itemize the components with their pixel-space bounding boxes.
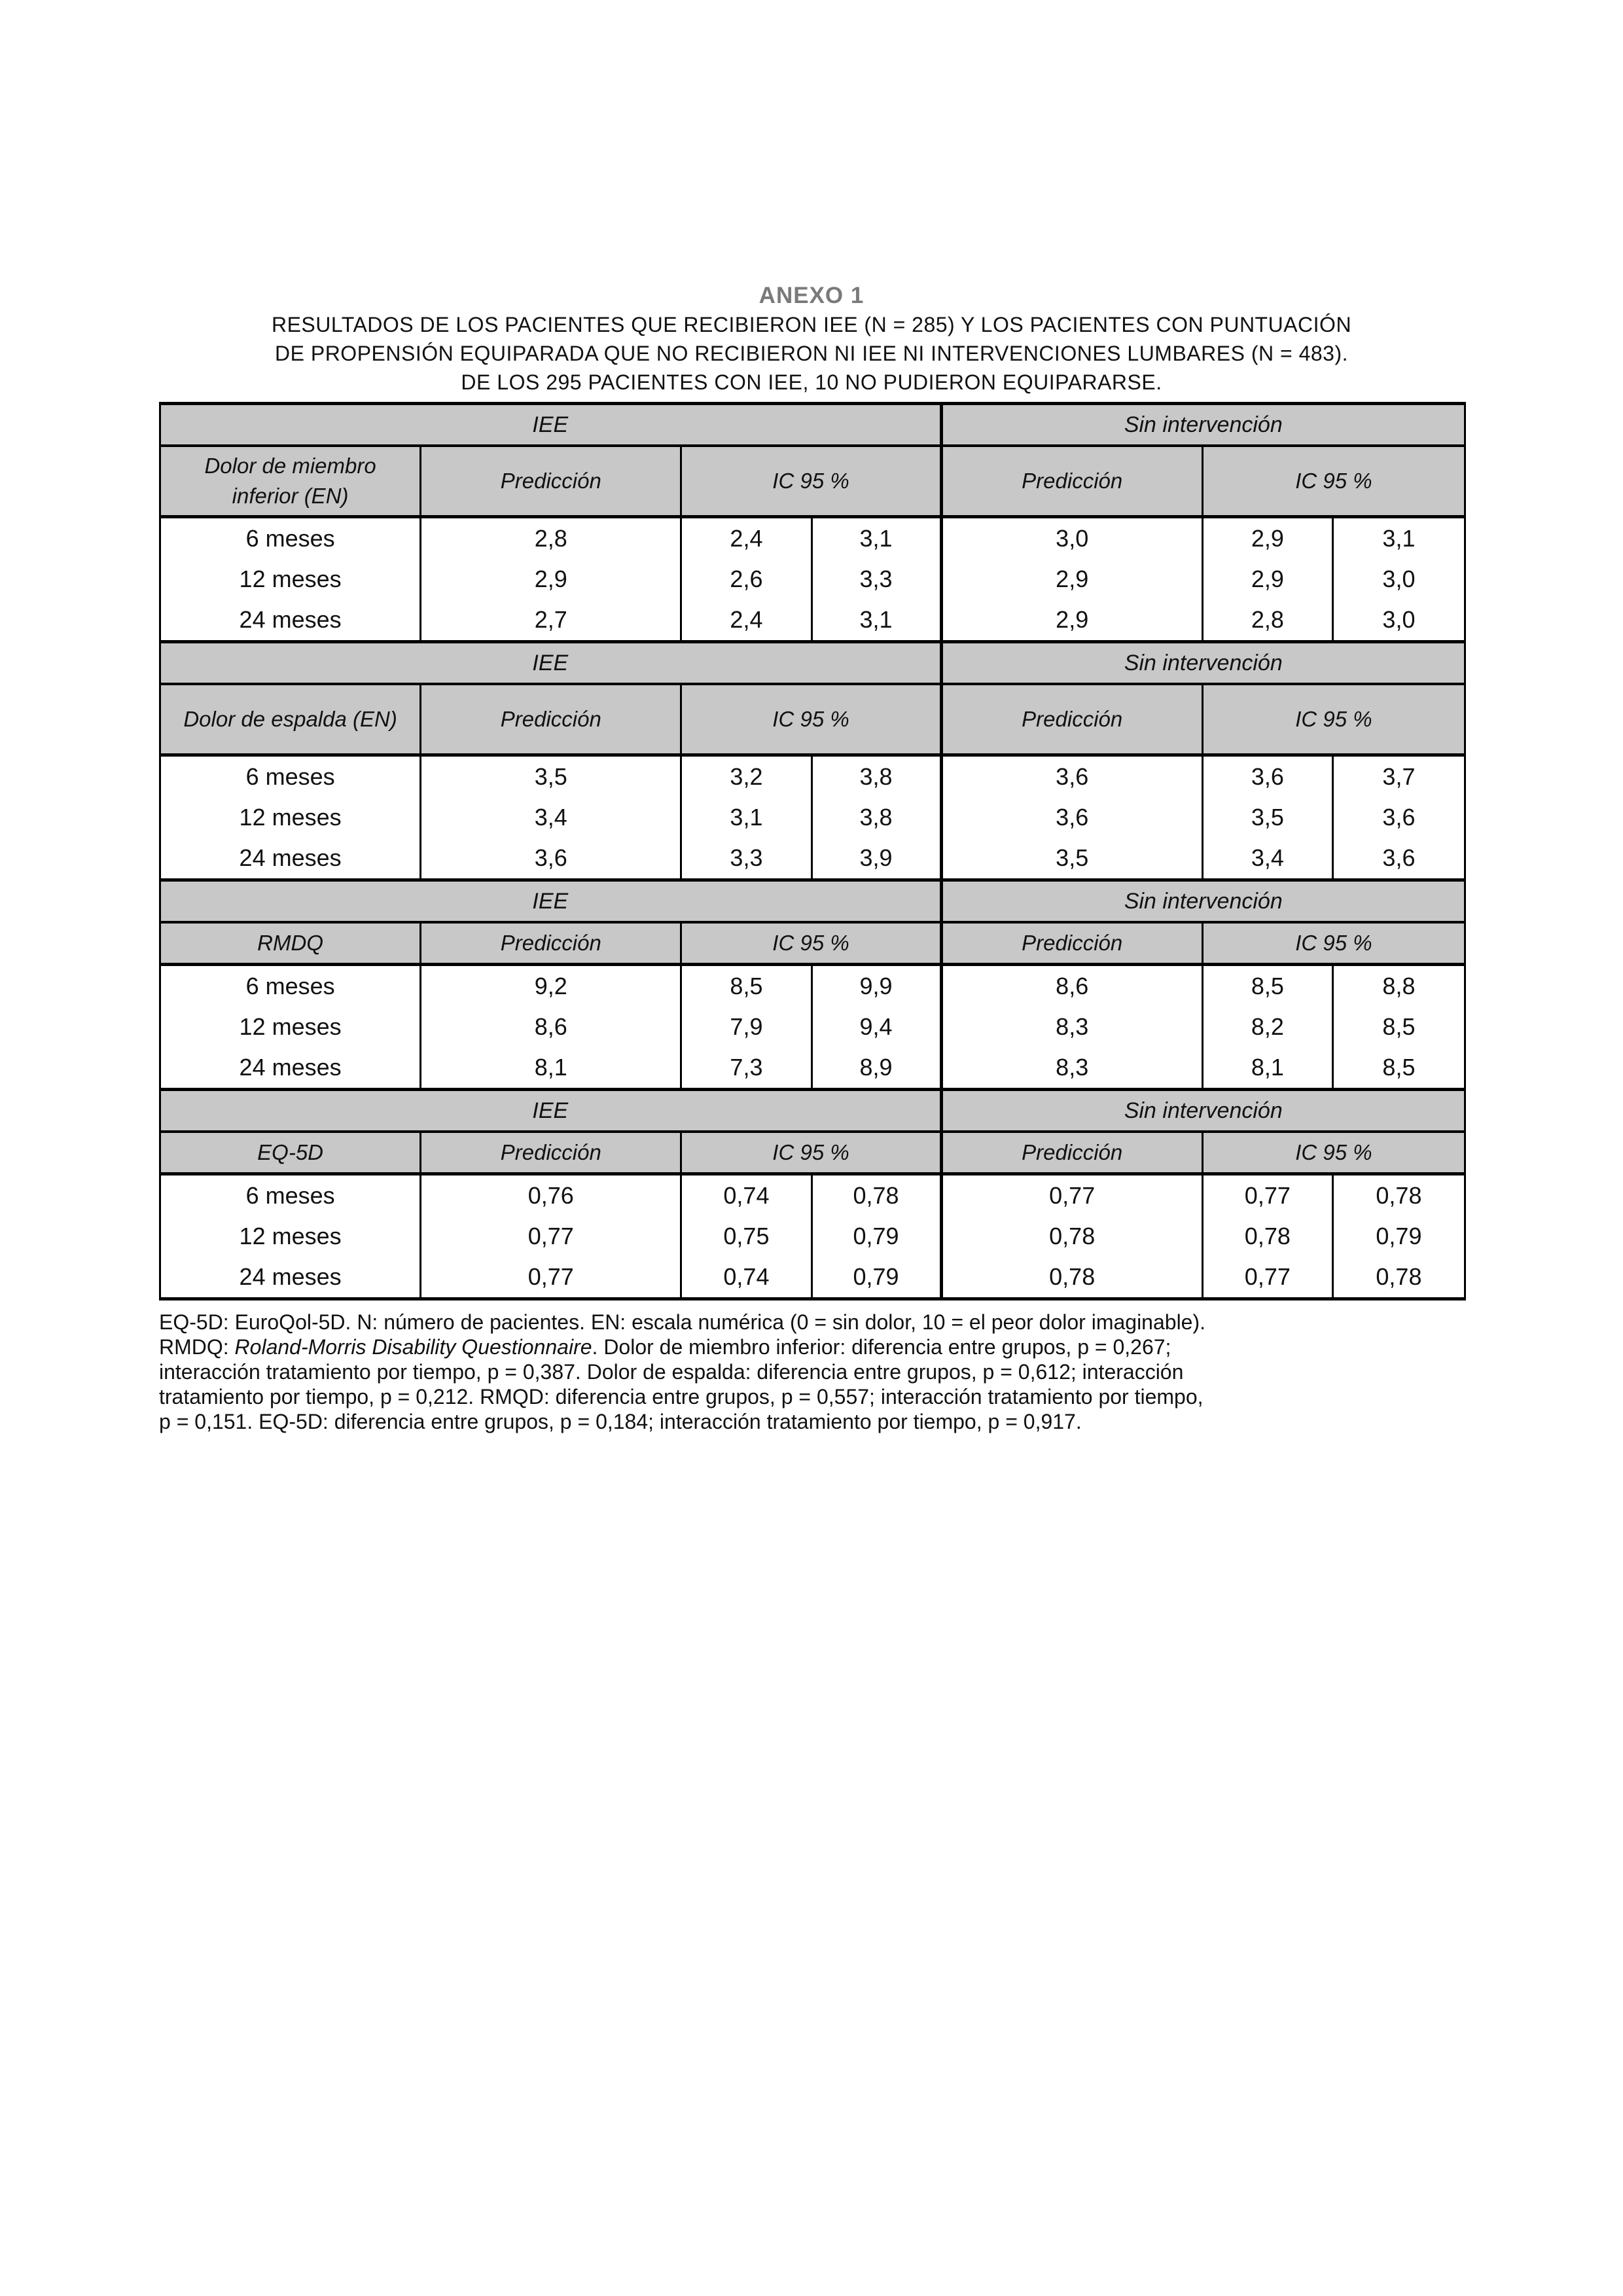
data-cell-iee-prediction: 3,6 — [421, 838, 682, 878]
data-cell-iee-ci-high: 3,3 — [813, 559, 943, 600]
data-cell-sin-ci-low: 3,4 — [1204, 838, 1334, 878]
data-cell-sin-prediction: 2,9 — [943, 559, 1204, 600]
data-cell-sin-ci-low: 0,78 — [1204, 1216, 1334, 1257]
data-cell-sin-ci-low: 2,8 — [1204, 600, 1334, 640]
data-cell-iee-ci-low: 3,1 — [682, 797, 812, 838]
row-label: 6 meses — [161, 1175, 421, 1216]
data-cell-iee-prediction: 0,77 — [421, 1216, 682, 1257]
data-cell-iee-prediction: 3,5 — [421, 757, 682, 797]
row-label: 24 meses — [161, 600, 421, 640]
table-row — [161, 1047, 1464, 1088]
data-cell-iee-ci-high: 0,78 — [813, 1175, 943, 1216]
data-cell-sin-prediction: 8,3 — [943, 1047, 1204, 1088]
footnote-line: p = 0,151. EQ-5D: diferencia entre grupos, p = 0,184; interacción tratamiento por tiempo, p = 0,917. — [159, 1410, 1082, 1433]
column-header-ic95-sin: IC 95 % — [1295, 931, 1372, 955]
column-header-ic95-iee: IC 95 % — [682, 447, 942, 515]
data-cell-iee-ci-low: 2,6 — [682, 559, 812, 600]
data-cell-iee-ci-low: 8,5 — [682, 966, 812, 1007]
row-label: 6 meses — [161, 518, 421, 559]
data-cell-iee-ci-high: 3,8 — [813, 797, 943, 838]
column-header-ic95-sin: IC 95 % — [1295, 469, 1372, 493]
group-header-sin-intervencion: Sin intervención — [1124, 412, 1283, 437]
row-label: 12 meses — [161, 797, 421, 838]
group-header-sin-intervencion: Sin intervención — [1124, 650, 1283, 675]
table-row — [161, 966, 1464, 1007]
title-line-1: RESULTADOS DE LOS PACIENTES QUE RECIBIERON IEE (N = 285) Y LOS PACIENTES CON PUNTUACIÓN — [271, 313, 1352, 336]
column-header-ic95-sin: IC 95 % — [1295, 707, 1372, 731]
data-cell-sin-ci-high: 0,79 — [1376, 1223, 1422, 1249]
column-header-prediccion-sin: Predicción — [943, 924, 1204, 963]
row-label: 12 meses — [161, 1216, 421, 1257]
data-cell-sin-ci-low: 8,5 — [1204, 966, 1334, 1007]
section-label: Dolor de espalda (EN) — [161, 685, 421, 753]
group-header-row — [161, 405, 1464, 447]
data-cell-sin-ci-high: 3,0 — [1382, 606, 1416, 633]
page-title-block — [0, 0, 1623, 397]
footnote-line: tratamiento por tiempo, p = 0,212. RMQD: diferencia entre grupos, p = 0,557; interacción tratamiento por tiempo, — [159, 1385, 1204, 1408]
data-cell-sin-ci-high: 0,78 — [1376, 1263, 1422, 1290]
column-header-ic95-sin: IC 95 % — [1295, 1140, 1372, 1164]
data-cell-sin-ci-high: 3,0 — [1382, 565, 1416, 592]
section-label: EQ-5D — [161, 1133, 421, 1172]
section-label: Dolor de miembro inferior (EN) — [161, 447, 421, 515]
row-label: 6 meses — [161, 757, 421, 797]
data-cell-sin-ci-low: 8,2 — [1204, 1007, 1334, 1047]
data-cell-iee-prediction: 0,77 — [421, 1257, 682, 1297]
column-header-prediccion-sin: Predicción — [943, 685, 1204, 753]
table-row — [161, 757, 1464, 797]
table-row — [161, 600, 1464, 640]
title-line-3: DE LOS 295 PACIENTES CON IEE, 10 NO PUDIERON EQUIPARARSE. — [461, 370, 1162, 394]
table-row — [161, 1257, 1464, 1297]
row-label: 12 meses — [161, 1007, 421, 1047]
column-header-row — [161, 685, 1464, 757]
data-cell-iee-prediction: 8,6 — [421, 1007, 682, 1047]
data-cell-sin-ci-high: 8,5 — [1382, 1054, 1416, 1081]
group-header-sin-intervencion: Sin intervención — [1124, 1098, 1283, 1123]
data-cell-iee-ci-high: 9,9 — [813, 966, 943, 1007]
data-cell-sin-prediction: 3,6 — [943, 757, 1204, 797]
data-cell-sin-ci-low: 8,1 — [1204, 1047, 1334, 1088]
group-header-row — [161, 1088, 1464, 1133]
table-row — [161, 1007, 1464, 1047]
data-cell-sin-prediction: 8,3 — [943, 1007, 1204, 1047]
data-cell-sin-ci-high: 8,8 — [1382, 973, 1416, 999]
group-header-iee: IEE — [161, 882, 943, 921]
column-header-row — [161, 447, 1464, 518]
footnote-line: interacción tratamiento por tiempo, p = 0,387. Dolor de espalda: diferencia entre grupos, p = 0,612; interacción — [159, 1360, 1184, 1384]
group-header-row — [161, 878, 1464, 924]
group-header-iee: IEE — [161, 643, 943, 683]
data-cell-sin-ci-low: 3,6 — [1204, 757, 1334, 797]
footnote-line: RMDQ: Roland-Morris Disability Questionnaire. Dolor de miembro inferior: diferencia entre grupos, p = 0,267; — [159, 1335, 1171, 1359]
column-header-prediccion-iee: Predicción — [421, 685, 682, 753]
data-cell-sin-ci-high: 3,7 — [1382, 763, 1416, 790]
data-cell-sin-prediction: 0,78 — [943, 1257, 1204, 1297]
data-cell-sin-ci-low: 3,5 — [1204, 797, 1334, 838]
row-label: 12 meses — [161, 559, 421, 600]
results-table — [159, 402, 1466, 1300]
title-line-2: DE PROPENSIÓN EQUIPARADA QUE NO RECIBIERON NI IEE NI INTERVENCIONES LUMBARES (N = 483). — [275, 342, 1348, 365]
column-header-ic95-iee: IC 95 % — [682, 1133, 942, 1172]
data-cell-iee-prediction: 3,4 — [421, 797, 682, 838]
table-row — [161, 518, 1464, 559]
data-cell-iee-prediction: 8,1 — [421, 1047, 682, 1088]
row-label: 24 meses — [161, 1047, 421, 1088]
data-cell-sin-prediction: 8,6 — [943, 966, 1204, 1007]
group-header-iee: IEE — [161, 1091, 943, 1130]
data-cell-iee-ci-low: 3,3 — [682, 838, 812, 878]
data-cell-iee-ci-high: 3,1 — [813, 600, 943, 640]
column-header-row — [161, 1133, 1464, 1175]
data-cell-sin-prediction: 3,5 — [943, 838, 1204, 878]
table-row — [161, 559, 1464, 600]
column-header-ic95-iee: IC 95 % — [682, 924, 942, 963]
row-label: 6 meses — [161, 966, 421, 1007]
data-cell-iee-ci-high: 0,79 — [813, 1257, 943, 1297]
data-cell-iee-ci-high: 3,9 — [813, 838, 943, 878]
data-cell-iee-ci-low: 2,4 — [682, 600, 812, 640]
data-cell-sin-prediction: 3,6 — [943, 797, 1204, 838]
data-cell-iee-ci-high: 0,79 — [813, 1216, 943, 1257]
data-cell-iee-ci-high: 3,1 — [813, 518, 943, 559]
data-cell-sin-ci-high: 0,78 — [1376, 1182, 1422, 1209]
group-header-row — [161, 640, 1464, 685]
column-header-prediccion-iee: Predicción — [421, 924, 682, 963]
column-header-prediccion-sin: Predicción — [943, 1133, 1204, 1172]
data-cell-sin-ci-high: 8,5 — [1382, 1013, 1416, 1040]
data-cell-iee-ci-low: 2,4 — [682, 518, 812, 559]
data-cell-sin-prediction: 0,78 — [943, 1216, 1204, 1257]
table-row — [161, 1175, 1464, 1216]
data-cell-sin-ci-low: 2,9 — [1204, 559, 1334, 600]
data-cell-sin-ci-low: 0,77 — [1204, 1175, 1334, 1216]
data-cell-iee-ci-low: 0,74 — [682, 1175, 812, 1216]
footnote — [159, 1310, 1466, 1434]
data-cell-sin-prediction: 3,0 — [943, 518, 1204, 559]
data-cell-iee-ci-low: 7,9 — [682, 1007, 812, 1047]
column-header-prediccion-iee: Predicción — [421, 447, 682, 515]
data-cell-sin-ci-high: 3,1 — [1382, 525, 1416, 552]
row-label: 24 meses — [161, 1257, 421, 1297]
table-row — [161, 1216, 1464, 1257]
data-cell-iee-ci-low: 7,3 — [682, 1047, 812, 1088]
data-cell-iee-ci-low: 0,75 — [682, 1216, 812, 1257]
data-cell-sin-ci-low: 2,9 — [1204, 518, 1334, 559]
data-cell-iee-prediction: 2,7 — [421, 600, 682, 640]
table-row — [161, 797, 1464, 838]
data-cell-sin-ci-low: 0,77 — [1204, 1257, 1334, 1297]
data-cell-sin-prediction: 2,9 — [943, 600, 1204, 640]
data-cell-sin-ci-high: 3,6 — [1382, 804, 1416, 831]
data-cell-sin-ci-high: 3,6 — [1382, 844, 1416, 871]
data-cell-iee-prediction: 2,8 — [421, 518, 682, 559]
column-header-row — [161, 924, 1464, 966]
column-header-prediccion-sin: Predicción — [943, 447, 1204, 515]
data-cell-iee-ci-high: 3,8 — [813, 757, 943, 797]
annex-title: ANEXO 1 — [758, 283, 865, 308]
data-cell-iee-prediction: 0,76 — [421, 1175, 682, 1216]
data-cell-iee-ci-high: 9,4 — [813, 1007, 943, 1047]
data-cell-iee-ci-low: 0,74 — [682, 1257, 812, 1297]
data-cell-sin-prediction: 0,77 — [943, 1175, 1204, 1216]
group-header-sin-intervencion: Sin intervención — [1124, 888, 1283, 914]
data-cell-iee-prediction: 9,2 — [421, 966, 682, 1007]
data-cell-iee-ci-low: 3,2 — [682, 757, 812, 797]
footnote-line: EQ-5D: EuroQol-5D. N: número de pacientes. EN: escala numérica (0 = sin dolor, 10 = el peor dolor imaginable). — [159, 1310, 1206, 1334]
section-label: RMDQ — [161, 924, 421, 963]
data-cell-iee-prediction: 2,9 — [421, 559, 682, 600]
column-header-ic95-iee: IC 95 % — [682, 685, 942, 753]
table-row — [161, 838, 1464, 878]
group-header-iee: IEE — [161, 405, 943, 444]
column-header-prediccion-iee: Predicción — [421, 1133, 682, 1172]
data-cell-iee-ci-high: 8,9 — [813, 1047, 943, 1088]
row-label: 24 meses — [161, 838, 421, 878]
